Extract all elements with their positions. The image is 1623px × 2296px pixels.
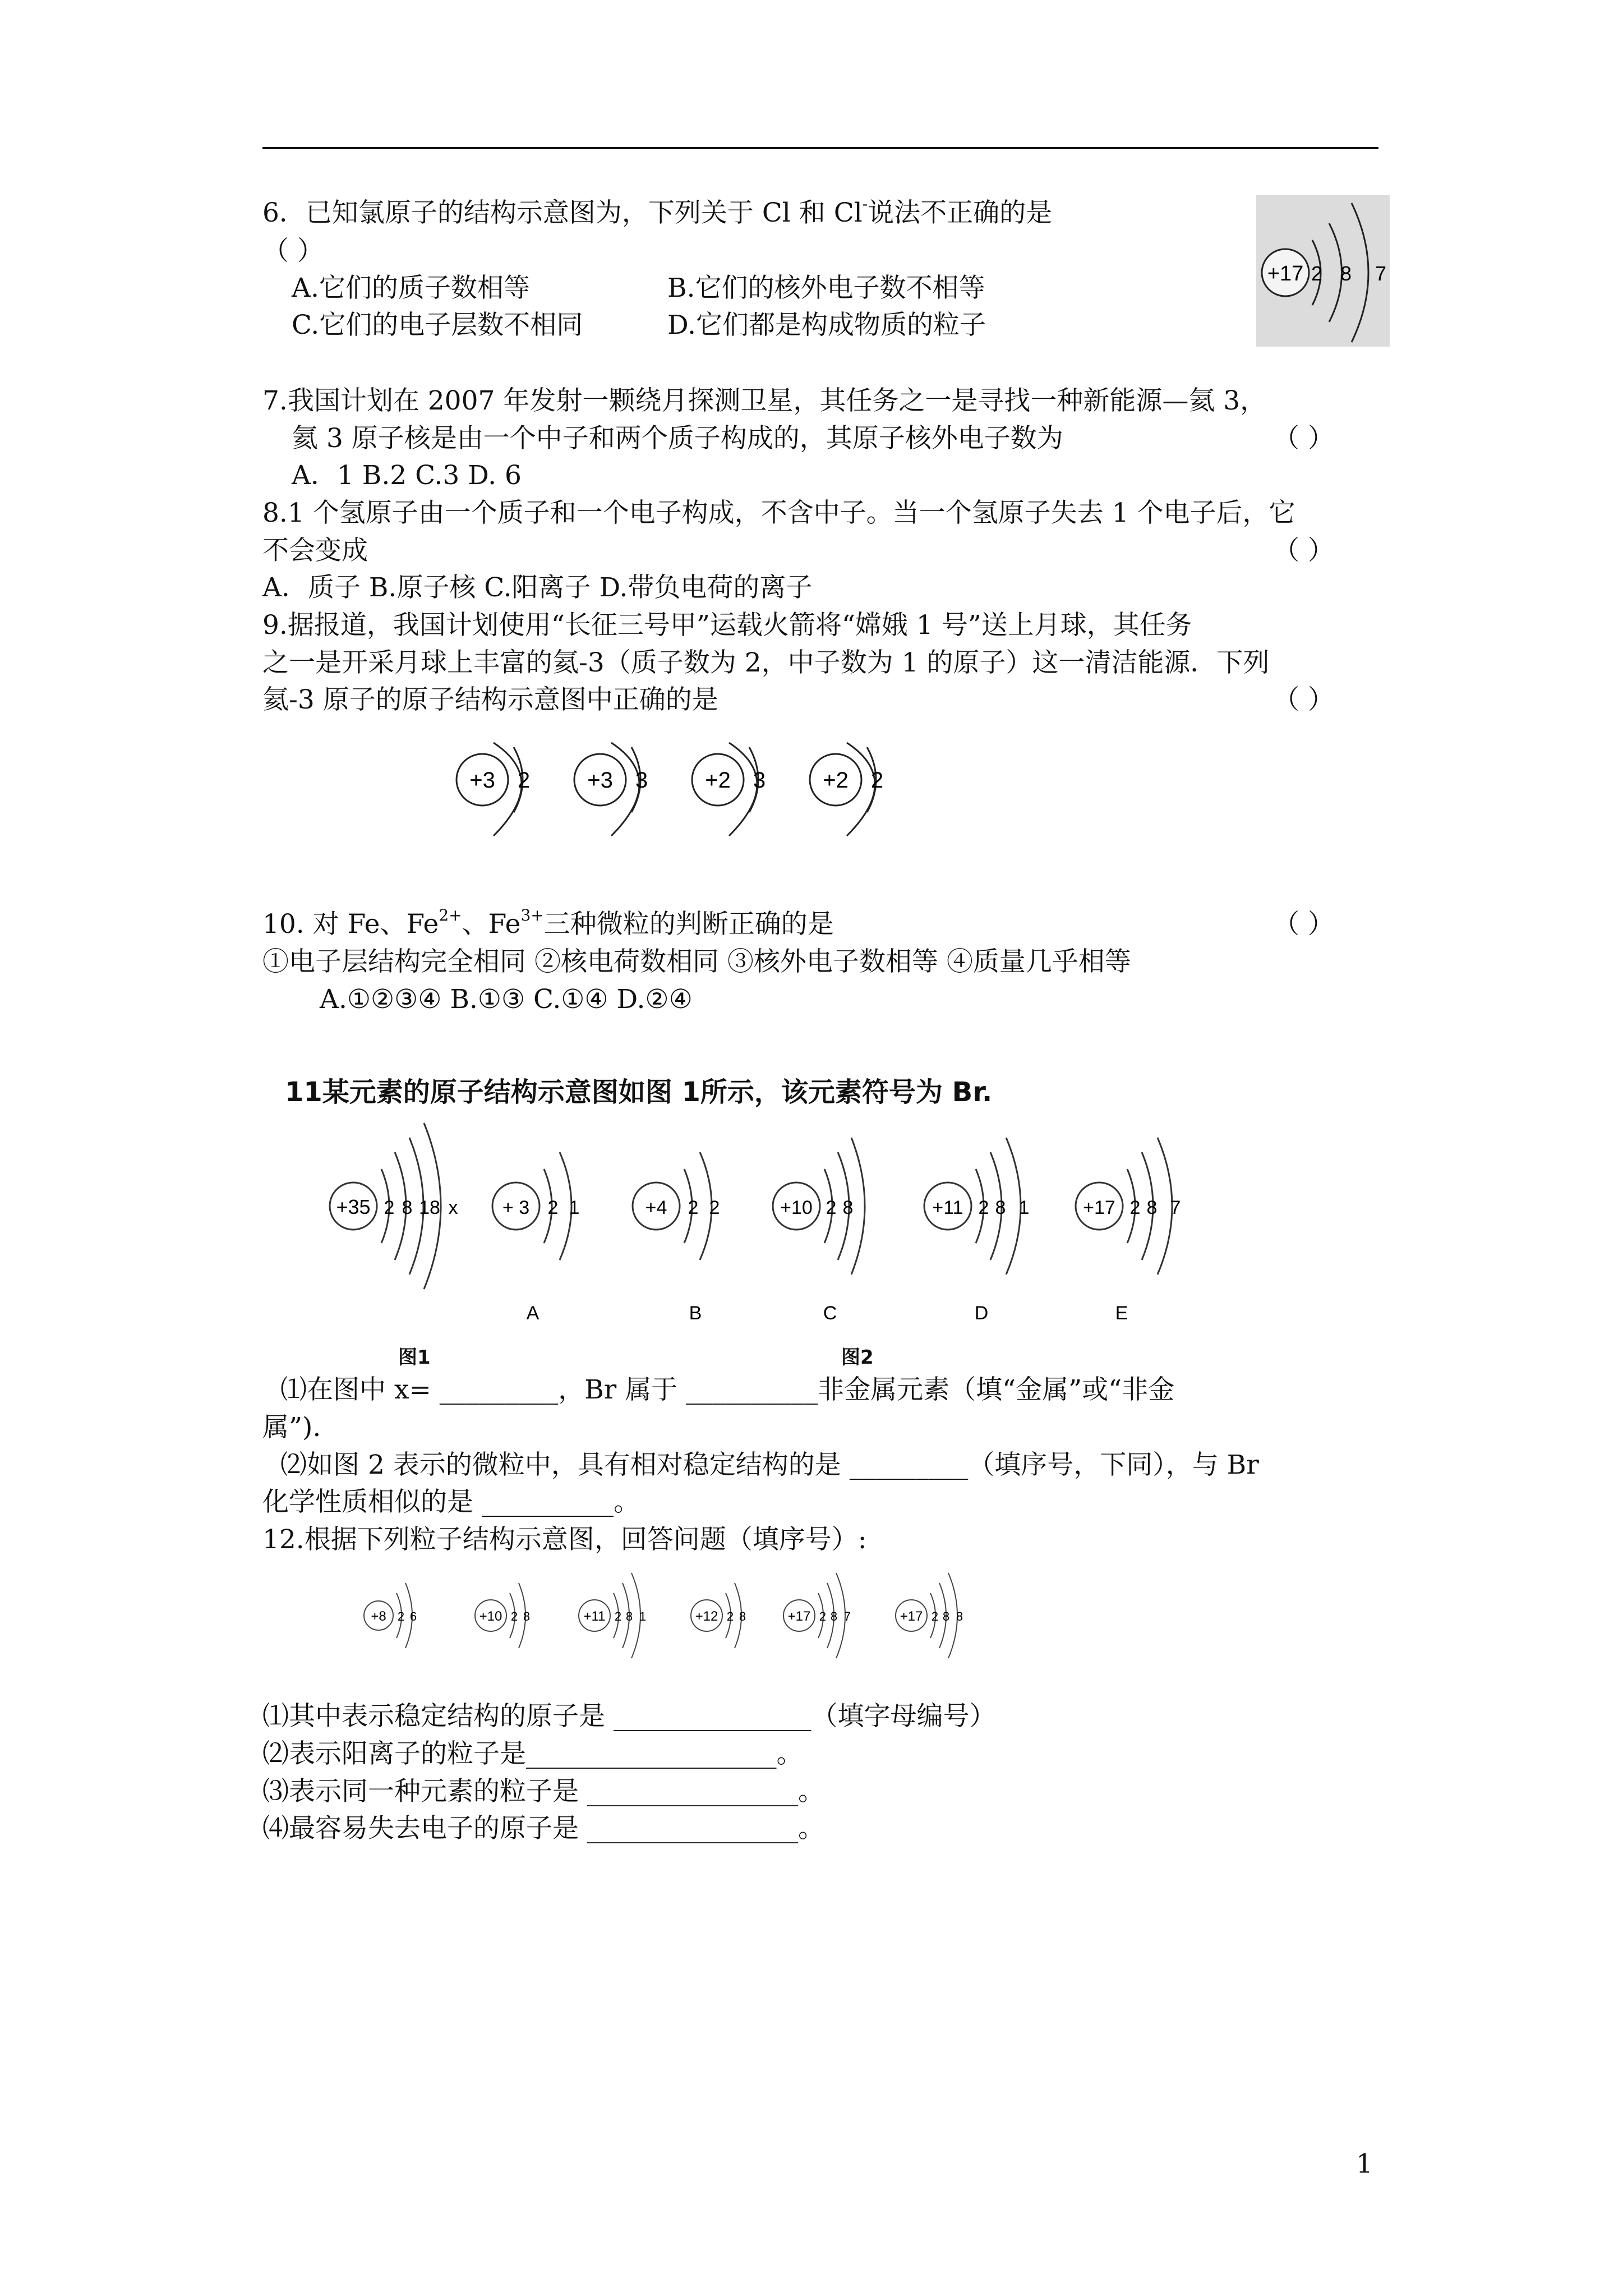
q11-e-e3: 7 — [1170, 1197, 1181, 1218]
q12-atom-d — [691, 1583, 762, 1705]
q12-f-e2: 8 — [942, 1609, 950, 1623]
q9-atom-c — [692, 743, 766, 881]
q9-atom-b-nucleus: +3 — [587, 768, 613, 793]
q11-figure2-caption: 图2 — [841, 1346, 874, 1369]
q12-atom-f — [896, 1573, 963, 1705]
q7-line2: 氦 3 原子核是由一个中子和两个质子构成的，其原子核外电子数为 — [292, 423, 1063, 454]
q11-a-nucleus: + 3 — [502, 1197, 530, 1218]
q12-sub3: ⑶表示同一种元素的粒子是 ________________。 — [262, 1776, 824, 1807]
q10-stem: 10. 对 Fe、$Fe^{2+}$、$Fe^{3+}$三种微粒的判断正确的是 — [262, 906, 834, 940]
q11-title: 11某元素的原子结构示意图如图 1所示，该元素符号为 Br. — [285, 1076, 993, 1108]
q11-d-e3: 1 — [1018, 1197, 1030, 1218]
q12-title: 12.根据下列粒子结构示意图，回答问题（填序号）: — [262, 1524, 867, 1555]
q11-b-label: B — [689, 1303, 702, 1324]
q12-e-e1: 2 — [819, 1609, 827, 1623]
q12-sub4: ⑷最容易失去电子的原子是 ________________。 — [262, 1813, 824, 1844]
q11-b-nucleus: +4 — [645, 1197, 667, 1218]
q11-fig2-atom-d — [924, 1138, 1029, 1324]
q11-a-label: A — [526, 1303, 540, 1324]
q11-fig1-e3: 18 — [419, 1197, 440, 1218]
q11-c-nucleus: +10 — [780, 1197, 813, 1218]
q12-d-e1: 2 — [726, 1609, 734, 1623]
q12-a-nucleus: +8 — [371, 1609, 386, 1624]
q11-fig2-atom-b — [633, 1152, 720, 1324]
q6-electron-1: 2 — [1311, 262, 1323, 285]
q9-atom-d-electron: 2 — [870, 768, 884, 793]
q11-fig1-nucleus: +35 — [336, 1195, 371, 1218]
q9-atom-c-nucleus: +2 — [705, 768, 731, 793]
q11-diagrams — [314, 1116, 1267, 1358]
q12-e-nucleus: +17 — [787, 1609, 811, 1624]
q6-chlorine-diagram — [1256, 195, 1390, 347]
q12-e-e3: 7 — [843, 1609, 851, 1623]
q11-e-e2: 8 — [1146, 1197, 1158, 1218]
q12-e-e2: 8 — [830, 1609, 838, 1623]
q9-atom-a-nucleus: +3 — [469, 768, 495, 793]
q11-d-nucleus: +11 — [932, 1197, 963, 1218]
q9-paren: （ ） — [1273, 684, 1334, 715]
q6-stem: 6．已知氯原子的结构示意图为，下列关于 Cl 和 Cl-说法不正确的是 — [262, 195, 1053, 228]
q11-fig2-atom-e — [1076, 1138, 1181, 1324]
q12-sub2: ⑵表示阳离子的粒子是___________________。 — [262, 1738, 803, 1769]
q11-c-label: C — [823, 1303, 837, 1324]
q11-figure1-caption: 图1 — [398, 1346, 431, 1369]
q12-c-e2: 8 — [625, 1609, 633, 1623]
q6-option-a: A.它们的质子数相等 — [292, 273, 530, 303]
q12-b-nucleus: +10 — [479, 1609, 502, 1624]
q11-e-nucleus: +17 — [1083, 1197, 1115, 1218]
q6-nucleus: +17 — [1267, 262, 1304, 286]
q6-paren: （ ） — [262, 236, 324, 266]
q9-line1: 9.据报道，我国计划使用“长征三号甲”运载火箭将“嫦娥 1 号”送上月球，其任务 — [262, 610, 1192, 641]
q11-a-e2: 1 — [569, 1197, 580, 1218]
q8-paren: （ ） — [1273, 535, 1334, 566]
q12-atom-a — [364, 1583, 420, 1705]
q7-options: A．1 B.2 C.3 D. 6 — [292, 460, 522, 491]
q9-atom-a — [457, 743, 530, 881]
q11-c-e1: 2 — [826, 1197, 837, 1218]
q11-fig2-atom-a — [492, 1152, 579, 1324]
q9-atom-c-electron: 3 — [753, 768, 766, 793]
q11-sub2-line2: 化学性质相似的是 __________。 — [262, 1487, 640, 1517]
q11-c-e2: 8 — [842, 1197, 854, 1218]
q12-a-e1: 2 — [397, 1609, 405, 1623]
q12-atom-b — [475, 1583, 530, 1705]
q6-electron-3: 7 — [1375, 262, 1387, 285]
q9-line2: 之一是开采月球上丰富的氦-3（质子数为 2，中子数为 1 的原子）这一清洁能源．下列 — [262, 647, 1270, 678]
q9-line3: 氦-3 原子的原子结构示意图中正确的是 — [262, 684, 718, 715]
q12-a-e2: 6 — [409, 1609, 417, 1623]
q11-fig2-atom-c — [773, 1138, 865, 1324]
q6-electron-2: 8 — [1340, 262, 1352, 285]
q9-atom-d-nucleus: +2 — [823, 768, 849, 793]
q10-statements: ①电子层结构完全相同 ②核电荷数相同 ③核外电子数相等 ④质量几乎相等 — [262, 946, 1131, 977]
q12-f-nucleus: +17 — [900, 1609, 923, 1624]
q11-d-e1: 2 — [978, 1197, 989, 1218]
q6-option-c: C.它们的电子层数不相同 — [292, 310, 583, 341]
q11-sub1-line2: 属”). — [262, 1412, 321, 1443]
q11-fig1-e1: 2 — [384, 1197, 395, 1218]
q11-fig1-e4: x — [448, 1197, 458, 1218]
q9-atom-d — [810, 743, 883, 881]
q12-atom-e — [783, 1573, 851, 1705]
q9-atom-b — [574, 743, 648, 881]
q11-a-e1: 2 — [547, 1197, 559, 1218]
q12-atom-c — [579, 1573, 646, 1705]
q9-atom-a-electron: 2 — [517, 768, 531, 793]
q8-options: A．质子 B.原子核 C.阳离子 D.带负电荷的离子 — [262, 572, 813, 603]
page-number: 1 — [1356, 2148, 1373, 2179]
q12-b-e2: 8 — [523, 1609, 531, 1623]
q6-option-b: B.它们的核外电子数不相等 — [667, 273, 985, 303]
q12-d-e2: 8 — [739, 1609, 746, 1623]
header-rule — [262, 147, 1378, 149]
q11-sub2-line1: ⑵如图 2 表示的微粒中，具有相对稳定结构的是 _________（填序号，下同），与 Br — [280, 1450, 1259, 1480]
q12-f-e1: 2 — [931, 1609, 939, 1623]
q9-atom-b-electron: 3 — [635, 768, 648, 793]
q12-c-nucleus: +11 — [583, 1609, 606, 1624]
q11-b-e2: 2 — [709, 1197, 720, 1218]
q12-f-e3: 8 — [956, 1609, 963, 1623]
q9-diagrams — [437, 729, 942, 881]
q8-line1: 8.1 个氢原子由一个质子和一个电子构成，不含中子。当一个氢原子失去 1 个电子后，它 — [262, 498, 1295, 528]
q10-options: A.①②③④ B.①③ C.①④ D.②④ — [320, 984, 693, 1015]
q12-sub1: ⑴其中表示稳定结构的原子是 _______________（填字母编号） — [262, 1701, 996, 1732]
q11-e-label: E — [1115, 1303, 1128, 1324]
q11-e-e1: 2 — [1129, 1197, 1141, 1218]
q12-c-e1: 2 — [614, 1609, 622, 1623]
q7-paren: （ ） — [1273, 423, 1334, 454]
q6-option-d: D.它们都是构成物质的粒子 — [667, 310, 986, 341]
q11-sub1-line1: ⑴在图中 x= _________，Br 属于 __________非金属元素（填“金属”或“非金 — [280, 1374, 1175, 1405]
q11-d-label: D — [974, 1303, 989, 1324]
q8-line2: 不会变成 — [262, 535, 368, 566]
q11-fig1-atom — [330, 1123, 458, 1289]
q11-b-e1: 2 — [688, 1197, 699, 1218]
q12-d-nucleus: +12 — [695, 1609, 718, 1624]
q11-fig1-e2: 8 — [402, 1197, 413, 1218]
q12-diagrams — [348, 1565, 1021, 1705]
q11-d-e2: 8 — [995, 1197, 1006, 1218]
q7-line1: 7.我国计划在 2007 年发射一颗绕月探测卫星，其任务之一是寻找一种新能源—氦 3， — [262, 385, 1267, 416]
q12-c-e3: 1 — [639, 1609, 647, 1623]
q10-paren: （ ） — [1273, 909, 1334, 940]
q12-b-e1: 2 — [510, 1609, 518, 1623]
